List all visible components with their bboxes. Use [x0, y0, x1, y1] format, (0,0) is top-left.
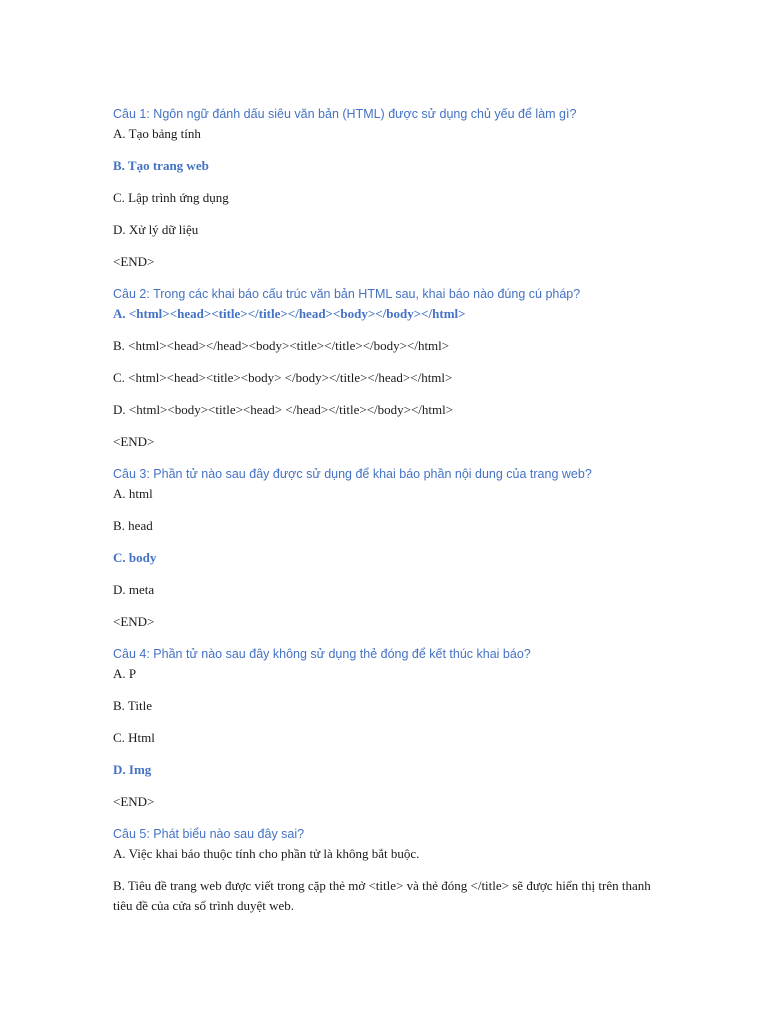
question-block-2 — [113, 284, 658, 452]
option-a: A. P — [113, 666, 137, 681]
option-c: C. Lập trình ứng dụng — [113, 190, 229, 205]
question-block-1 — [113, 104, 658, 272]
option-d: D. <html><body><title><head> </head></title></body></html> — [113, 402, 454, 417]
option-d: D. Xử lý dữ liệu — [113, 222, 199, 237]
option-c: C. Html — [113, 730, 155, 745]
question-block-4 — [113, 644, 658, 812]
option-b: B. <html><head></head><body><title></title></body></html> — [113, 338, 450, 353]
option-c-correct: C. body — [113, 550, 157, 565]
option-a: A. Tạo bảng tính — [113, 126, 201, 141]
end-marker: <END> — [113, 614, 155, 629]
option-d-correct: D. Img — [113, 762, 152, 777]
option-b: B. Tiêu đề trang web được viết trong cặp thẻ mở <title> và thẻ đóng </title> sẽ được hiển thị trên thanh tiêu đề của cửa sổ trình duyệt web. — [113, 878, 651, 913]
question-text: Câu 1: Ngôn ngữ đánh dấu siêu văn bản (HTML) được sử dụng chủ yếu để làm gì? — [113, 107, 577, 121]
option-d: D. meta — [113, 582, 155, 597]
end-marker: <END> — [113, 794, 155, 809]
option-b-correct: B. Tạo trang web — [113, 158, 209, 173]
question-text: Câu 5: Phát biểu nào sau đây sai? — [113, 827, 305, 841]
option-c: C. <html><head><title><body> </body></title></head></html> — [113, 370, 453, 385]
end-marker: <END> — [113, 434, 155, 449]
option-b: B. head — [113, 518, 153, 533]
option-b: B. Title — [113, 698, 153, 713]
question-text: Câu 4: Phần tử nào sau đây không sử dụng thẻ đóng để kết thúc khai báo? — [113, 647, 531, 661]
option-a-correct: A. <html><head><title></title></head><body></body></html> — [113, 306, 466, 321]
question-text: Câu 3: Phần tử nào sau đây được sử dụng để khai báo phần nội dung của trang web? — [113, 467, 592, 481]
document-content — [113, 104, 658, 916]
end-marker: <END> — [113, 254, 155, 269]
option-a: A. html — [113, 486, 153, 501]
question-block-5 — [113, 824, 658, 916]
option-a: A. Việc khai báo thuộc tính cho phần tử là không bắt buộc. — [113, 846, 420, 861]
question-text: Câu 2: Trong các khai báo cấu trúc văn bản HTML sau, khai báo nào đúng cú pháp? — [113, 287, 581, 301]
question-block-3 — [113, 464, 658, 632]
